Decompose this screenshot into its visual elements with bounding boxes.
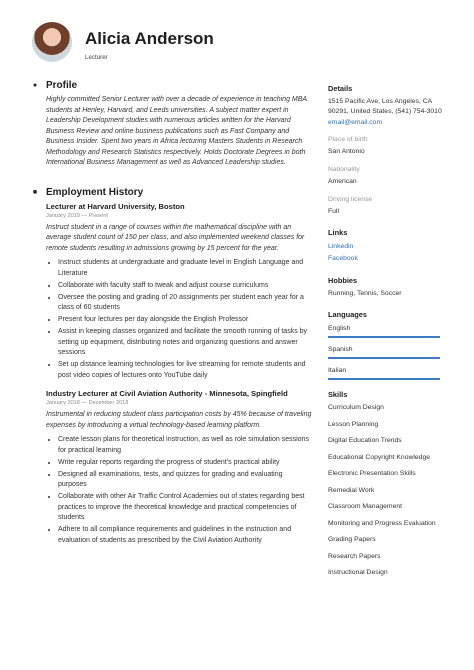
list-item: • Adhere to all compliance requirements and guidelines in the instruction and evaluation of students as prescribed by the Civil Aviation Authority (58, 525, 312, 546)
skill-item: Electronic Presentation Skills (328, 470, 416, 477)
list-item: • Assist in keeping classes organized and facilitate the smooth running of tasks by setting up equipment, distributing notes and organizing questions and answer sessions (58, 327, 312, 359)
main-column (30, 80, 312, 548)
list-item: • Collaborate with faculty staff to tweak and adjust course curriculums (58, 281, 312, 292)
list-item: • Write regular reports regarding the progress of student’s practical ability (58, 458, 312, 469)
skill-item: Classroom Management (328, 503, 403, 510)
candidate-name: Alicia Anderson (85, 29, 214, 48)
job-summary: Instrumental in reducing student class participation costs by 45% because of traveling expenses by introducing a virtual technology-based learning platform. (46, 411, 312, 429)
nationality: American (328, 178, 357, 185)
job-title: Lecturer at Harvard University, Boston (46, 201, 185, 211)
nationality-label: Nationality (328, 166, 360, 173)
skill-item: Research Papers (328, 552, 381, 560)
language-level-bar (328, 357, 440, 359)
place-of-birth-label: Place of birth (328, 136, 368, 143)
list-item: • Present four lectures per day alongside the English Professor (58, 315, 312, 326)
skill-item: Digital Education Trends (328, 437, 402, 444)
skill-item: Remedial Work (328, 486, 375, 494)
employment-title: Employment History (46, 186, 144, 198)
profile-text: Highly committed Senior Lecturer with over a decade of experience in teaching MBA students at Henley, Harvard, and Leeds universities. A subject matter expert in Leadership Development studies with numerous articles written for the Harvard Business Review and online business publications such as Fast Company and Business Insider. Spent two years in Africa lecturing Masters Students in Research Methodology and Research Statistics respectively. Holds Doctorate Degrees in both International Business Management as well as Advanced Leadership studies. (46, 96, 307, 166)
hobbies: Running, Tennis, Soccer (328, 290, 402, 297)
skills-heading: Skills (328, 390, 348, 399)
language-level-bar (328, 378, 440, 380)
list-item: • Collaborate with other Air Traffic Control Academies out of states regarding best practices to improve the theoretical knowledge and practical competencies of students (58, 492, 312, 524)
job-date: January 2019 — Present (46, 212, 108, 219)
profile-section (30, 80, 312, 169)
facebook-link[interactable]: Facebook (328, 255, 358, 262)
job-summary: Instruct student in a range of courses within the mathematical discipline with an average student count of 150 per class, and also implemented weekend classes for remote students resulting in admissions growing by 15 percent for the year. (46, 223, 305, 252)
driving-license-label: Driving license (328, 196, 373, 203)
details-heading: Details (328, 84, 353, 93)
skill-item: Instructional Design (328, 569, 388, 576)
address: 1515 Pacific Ave, Los Angeles, CA 90291, United States, (541) 754-3010 (328, 98, 442, 115)
hobbies-heading: Hobbies (328, 276, 358, 285)
job-bullets (46, 258, 312, 381)
skill-item: Educational Copyright Knowledge (328, 453, 431, 461)
language-level-bar (328, 336, 440, 338)
employment-heading (30, 187, 312, 198)
job-title: Industry Lecturer at Civil Aviation Authority - Minnesota, Spingfield (46, 389, 288, 398)
employment-section (30, 187, 312, 547)
profile-heading (30, 80, 312, 91)
briefcase-icon: ■ (32, 188, 38, 196)
email-link[interactable]: email@email.com (328, 119, 383, 126)
linkedin-link[interactable]: Linkedin (328, 243, 354, 250)
list-item: • Designed all examinations, tests, and quizzes for grading and evaluating purposes (58, 470, 312, 491)
skill-item: Lesson Planning (328, 420, 379, 428)
place-of-birth: San Antonio (328, 148, 365, 155)
avatar (32, 22, 72, 62)
language-item: English (328, 325, 351, 332)
list-item: • Create lesson plans for theoretical instruction, as well as role simulation sessions for practical learning (58, 435, 312, 456)
job-bullets (46, 435, 312, 546)
job-date: January 2018 — December 2018 (46, 400, 129, 406)
resume-header (30, 22, 450, 66)
job-entry (30, 389, 312, 546)
sidebar (328, 84, 448, 585)
skill-item: Curriculum Design (328, 404, 384, 411)
skill-item: Monitoring and Progress Evaluation (328, 519, 436, 527)
languages-heading: Languages (328, 310, 368, 319)
list-item: • Instruct students at undergraduate and graduate level in English Language and Literature (58, 258, 312, 279)
language-item: Spanish (328, 346, 353, 353)
person-icon: ● (32, 82, 38, 89)
language-item: Italian (328, 367, 347, 374)
candidate-role: Lecturer (85, 54, 108, 61)
list-item: • Oversee the posting and grading of 20 assignments per student each year for a class of 60 students (58, 293, 312, 314)
links-heading: Links (328, 228, 348, 237)
profile-title: Profile (46, 80, 78, 91)
skill-item: Grading Papers (328, 536, 376, 543)
job-entry (30, 202, 312, 382)
driving-license: Full (328, 208, 339, 215)
list-item: • Set up distance learning technologies for live streaming for remote students and post video copies of lectures onto YouTube daily (58, 360, 312, 381)
